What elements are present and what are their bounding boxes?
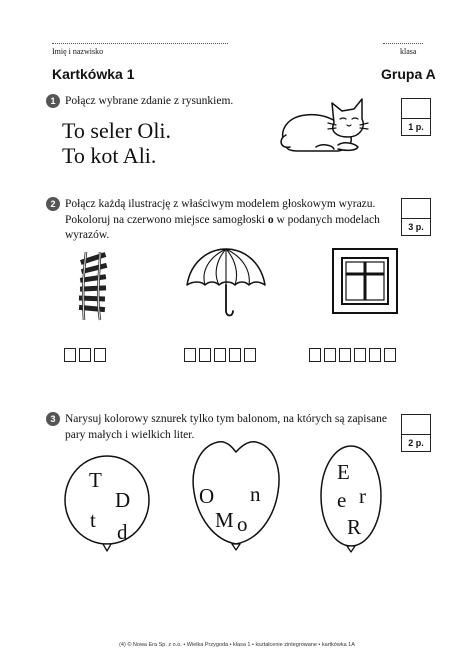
cat-illustration[interactable] [276,95,372,157]
score-input-area[interactable] [402,415,430,435]
sentence-1[interactable]: To seler Oli. [62,118,172,143]
sound-cell[interactable] [94,348,106,362]
task3-points: 2 p. [408,438,424,448]
balloon-1-letter-4: d [117,520,128,544]
balloon-3-letter-1: E [337,460,350,484]
sound-cell[interactable] [79,348,91,362]
group-label: Grupa A [381,66,436,82]
sound-cell[interactable] [384,348,396,362]
name-line [52,43,228,44]
sound-cell[interactable] [244,348,256,362]
sound-cell[interactable] [214,348,226,362]
sound-cell[interactable] [339,348,351,362]
class-line [383,43,423,44]
sound-cell[interactable] [309,348,321,362]
balloon-1-letter-3: t [90,508,96,532]
sound-cell[interactable] [354,348,366,362]
sound-model-5[interactable] [184,348,259,362]
sound-model-3[interactable] [64,348,109,362]
task1-number: 1 [46,94,60,108]
task2-number: 2 [46,197,60,211]
task2-points: 3 p. [408,222,424,232]
balloon-3-letter-4: R [347,515,362,539]
balloon-1-letter-1: T [89,468,102,492]
score-input-area[interactable] [402,99,430,119]
sound-cell[interactable] [64,348,76,362]
task2-instruction-line2: Pokoloruj na czerwono miejsce samogłoski o w podanych modelach [65,214,380,226]
sentence-2[interactable]: To kot Ali. [62,143,157,168]
railway-tracks-illustration[interactable] [74,250,124,322]
page-title: Kartkówka 1 [52,66,135,82]
sound-model-6[interactable] [309,348,399,362]
balloon-1[interactable] [62,455,152,555]
task2-score-box[interactable] [401,198,431,236]
vowel-o-highlight: o [267,214,274,226]
score-input-area[interactable] [402,199,430,219]
sound-cell[interactable] [199,348,211,362]
page-footer: (4) © Nowa Era Sp. z o.o. • Wielka Przygoda • klasa 1 • kształcenie zintegrowane • kartkówka 1A [119,642,355,648]
balloon-1-letter-2: D [115,488,131,512]
sound-cell[interactable] [369,348,381,362]
task2-instruction-line3: wyrazów. [65,229,110,241]
task2-instruction-line1: Połącz każdą ilustrację z właściwym modelem głoskowym wyrazu. [65,198,376,210]
task3-number: 3 [46,412,60,426]
sound-cell[interactable] [229,348,241,362]
class-label: klasa [400,47,417,56]
balloon-2-letter-1: O [199,484,215,508]
sound-cell[interactable] [184,348,196,362]
umbrella-illustration[interactable] [183,245,269,321]
task3-score-box[interactable] [401,414,431,452]
balloon-2-letter-2: n [250,482,261,506]
window-illustration[interactable] [332,248,398,314]
balloon-3[interactable] [319,444,383,558]
task3-instruction-line1: Narysuj kolorowy sznurek tylko tym balonom, na których są zapisane [65,413,387,425]
name-label: Imię i nazwisko [52,47,104,56]
task1-instruction: Połącz wybrane zdanie z rysunkiem. [65,95,234,107]
balloon-3-letter-3: r [359,484,366,508]
sound-cell[interactable] [324,348,336,362]
task1-points: 1 p. [408,122,424,132]
balloon-2-letter-3: M [215,508,234,532]
task1-score-box[interactable] [401,98,431,136]
balloon-2-letter-4: o [237,512,248,536]
balloon-3-letter-2: e [337,488,347,512]
task3-instruction-line2: pary małych i wielkich liter. [65,429,195,441]
